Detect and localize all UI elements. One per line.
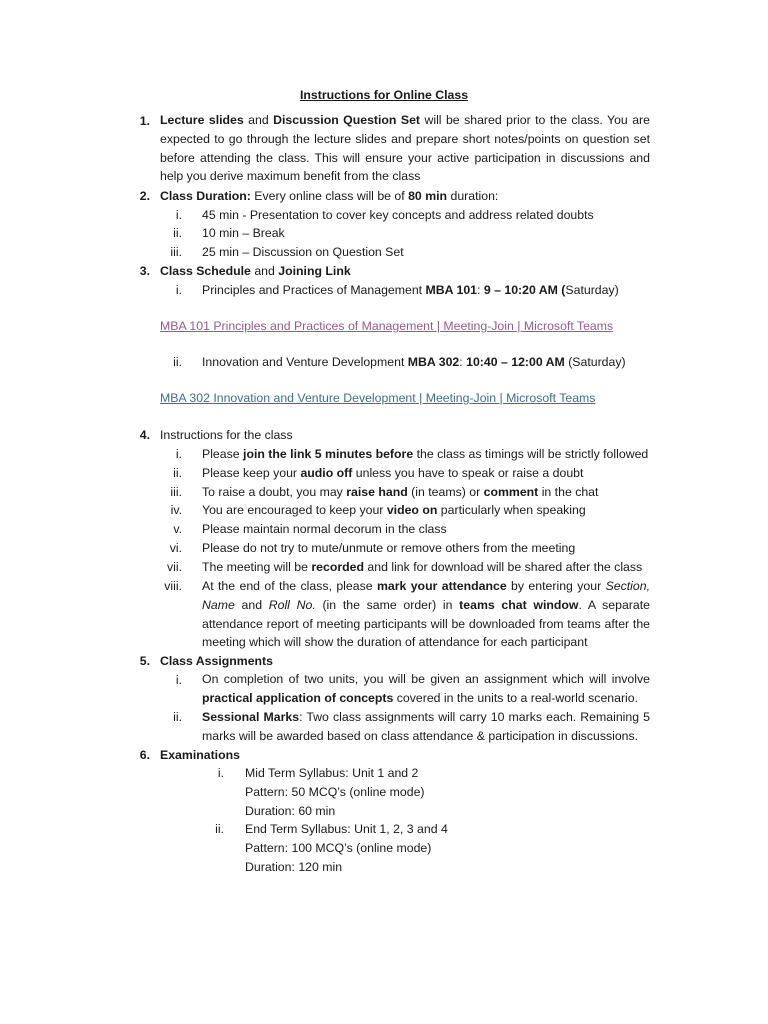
- text: unless you have to speak or raise a doubt: [352, 466, 584, 480]
- item-class-schedule: [160, 264, 351, 279]
- roman-numeral: vi.: [169, 541, 182, 555]
- text: The meeting will be: [202, 560, 312, 574]
- bold-text: teams chat window: [459, 597, 579, 612]
- link-mba101-teams-meeting[interactable]: MBA 101 Principles and Practices of Management | Meeting-Join | Microsoft Teams: [160, 319, 614, 333]
- text: Please: [202, 447, 244, 461]
- bold-text: 9 – 10:20 AM (: [483, 283, 566, 297]
- roman-numeral: iv.: [170, 503, 182, 517]
- text: (Saturday): [564, 355, 626, 369]
- schedule-mba302: [202, 355, 626, 370]
- text: and: [250, 264, 279, 278]
- item-number-2: 2.: [139, 189, 150, 203]
- bold-text: Joining Link: [278, 264, 351, 278]
- text: . A separate attendance report of meeting participants will be downloaded from teams after the meeting which will show the duration of attendance for each participant: [202, 597, 650, 650]
- text: : Two class assignments will carry 10 marks each. Remaining 5 marks will be awarded based on class attendance & participation in discussions.: [202, 710, 650, 743]
- bold-text: audio off: [300, 466, 353, 480]
- item-class-duration: [160, 189, 498, 204]
- text: :: [477, 283, 484, 297]
- roman-numeral: i.: [175, 447, 182, 461]
- text: Innovation and Venture Development: [202, 355, 408, 369]
- instruction-decorum: Please maintain normal decorum in the class: [202, 522, 447, 536]
- item-number-6: 6.: [139, 748, 150, 762]
- bold-text: raise hand: [346, 485, 408, 499]
- bold-text: 10:40 – 12:00 AM: [466, 355, 565, 369]
- text: particularly when speaking: [437, 503, 586, 517]
- item-lecture-slides: [160, 111, 650, 186]
- bold-text: comment: [483, 485, 539, 499]
- text: and link for download will be shared after the class: [363, 560, 643, 574]
- text: On completion of two units, you will be given an assignment which will involve: [202, 672, 650, 686]
- text: in the chat: [538, 485, 599, 499]
- duration-discussion: 25 min – Discussion on Question Set: [202, 245, 404, 259]
- assignment-sessional-marks: [202, 708, 650, 746]
- text: (in the same order) in: [315, 597, 460, 612]
- assignment-practical: [202, 670, 650, 708]
- text: Every online class will be of: [250, 189, 409, 203]
- roman-numeral: i.: [175, 208, 182, 222]
- item-examinations: Examinations: [160, 748, 240, 762]
- text: To raise a doubt, you may: [202, 485, 347, 499]
- bold-text: join the link 5 minutes before: [243, 447, 414, 461]
- exam-endterm-pattern: Pattern: 100 MCQ’s (online mode): [245, 841, 432, 855]
- bold-text: MBA 101: [425, 283, 477, 297]
- item-class-instructions: Instructions for the class: [160, 428, 293, 442]
- text: At the end of the class, please: [202, 579, 377, 593]
- roman-numeral: i.: [175, 283, 182, 297]
- text: the class as timings will be strictly followed: [413, 447, 649, 461]
- text: Principles and Practices of Management: [202, 283, 426, 297]
- exam-endterm-duration: Duration: 120 min: [245, 860, 343, 874]
- duration-break: 10 min – Break: [202, 226, 285, 240]
- text: by entering your: [506, 579, 606, 593]
- link-mba302-teams-meeting[interactable]: MBA 302 Innovation and Venture Development | Meeting-Join | Microsoft Teams: [160, 391, 596, 405]
- bold-text: practical application of concepts: [202, 690, 394, 705]
- bold-text: recorded: [311, 560, 364, 574]
- bold-text: MBA 302: [407, 355, 460, 369]
- bold-text: Class Schedule: [160, 264, 251, 278]
- roman-numeral: ii.: [173, 355, 182, 369]
- text: (in teams) or: [407, 485, 484, 499]
- item-class-assignments: Class Assignments: [160, 654, 273, 668]
- text: Please keep your: [202, 466, 301, 480]
- bold-text: 80 min: [408, 189, 448, 203]
- bold-text: video on: [386, 503, 438, 517]
- bold-text: Class Duration:: [160, 189, 251, 203]
- roman-numeral: i.: [217, 766, 224, 780]
- text: will be shared prior to the class. You are expected to go through the lecture slides and prepare short notes/points on question set before attending the class. This will ensure your active participation in discussions and help you derive maximum benefit from the class: [160, 113, 650, 184]
- bold-text: Sessional Marks: [202, 710, 300, 724]
- roman-numeral: iii.: [170, 245, 182, 259]
- schedule-mba101: [202, 283, 619, 298]
- exam-midterm-pattern: Pattern: 50 MCQ’s (online mode): [245, 785, 425, 799]
- bold-text: mark your attendance: [376, 579, 507, 593]
- duration-presentation: 45 min - Presentation to cover key concepts and address related doubts: [202, 208, 594, 222]
- roman-numeral: viii.: [164, 579, 182, 593]
- italic-text: Roll No.: [268, 597, 316, 612]
- bold-text: Discussion Question Set: [273, 113, 421, 127]
- item-number-4: 4.: [139, 428, 150, 442]
- instruction-raise-doubt: [202, 485, 598, 500]
- instruction-audio-off: [202, 466, 583, 481]
- instruction-video-on: [202, 503, 586, 518]
- roman-numeral: vii.: [166, 560, 182, 574]
- text: covered in the units to a real-world scenario.: [393, 690, 639, 705]
- roman-numeral: ii.: [173, 226, 182, 240]
- roman-numeral: ii.: [215, 822, 224, 836]
- italic-text: Section, Name: [202, 579, 650, 612]
- roman-numeral: iii.: [170, 485, 182, 499]
- roman-numeral: v.: [173, 522, 182, 536]
- item-number-1: 1.: [139, 114, 150, 128]
- item-number-5: 5.: [139, 654, 150, 668]
- text: :: [459, 355, 467, 369]
- text: duration:: [447, 189, 499, 203]
- text: Saturday): [565, 283, 619, 297]
- roman-numeral: ii.: [173, 710, 182, 724]
- exam-endterm-syllabus: End Term Syllabus: Unit 1, 2, 3 and 4: [245, 822, 448, 836]
- roman-numeral: i.: [175, 673, 182, 687]
- instruction-join-early: [202, 447, 648, 462]
- exam-midterm-duration: Duration: 60 min: [245, 804, 336, 818]
- item-number-3: 3.: [139, 264, 150, 278]
- text: and: [234, 597, 269, 612]
- instruction-no-mute-others: Please do not try to mute/unmute or remove others from the meeting: [202, 541, 576, 555]
- text: You are encouraged to keep your: [202, 503, 387, 517]
- text: and: [243, 113, 274, 127]
- bold-text: Lecture slides: [160, 113, 244, 127]
- instruction-recorded: [202, 560, 642, 575]
- instruction-mark-attendance: [202, 577, 650, 652]
- document-title: Instructions for Online Class: [299, 88, 469, 102]
- roman-numeral: ii.: [173, 466, 182, 480]
- exam-midterm-syllabus: Mid Term Syllabus: Unit 1 and 2: [245, 766, 419, 780]
